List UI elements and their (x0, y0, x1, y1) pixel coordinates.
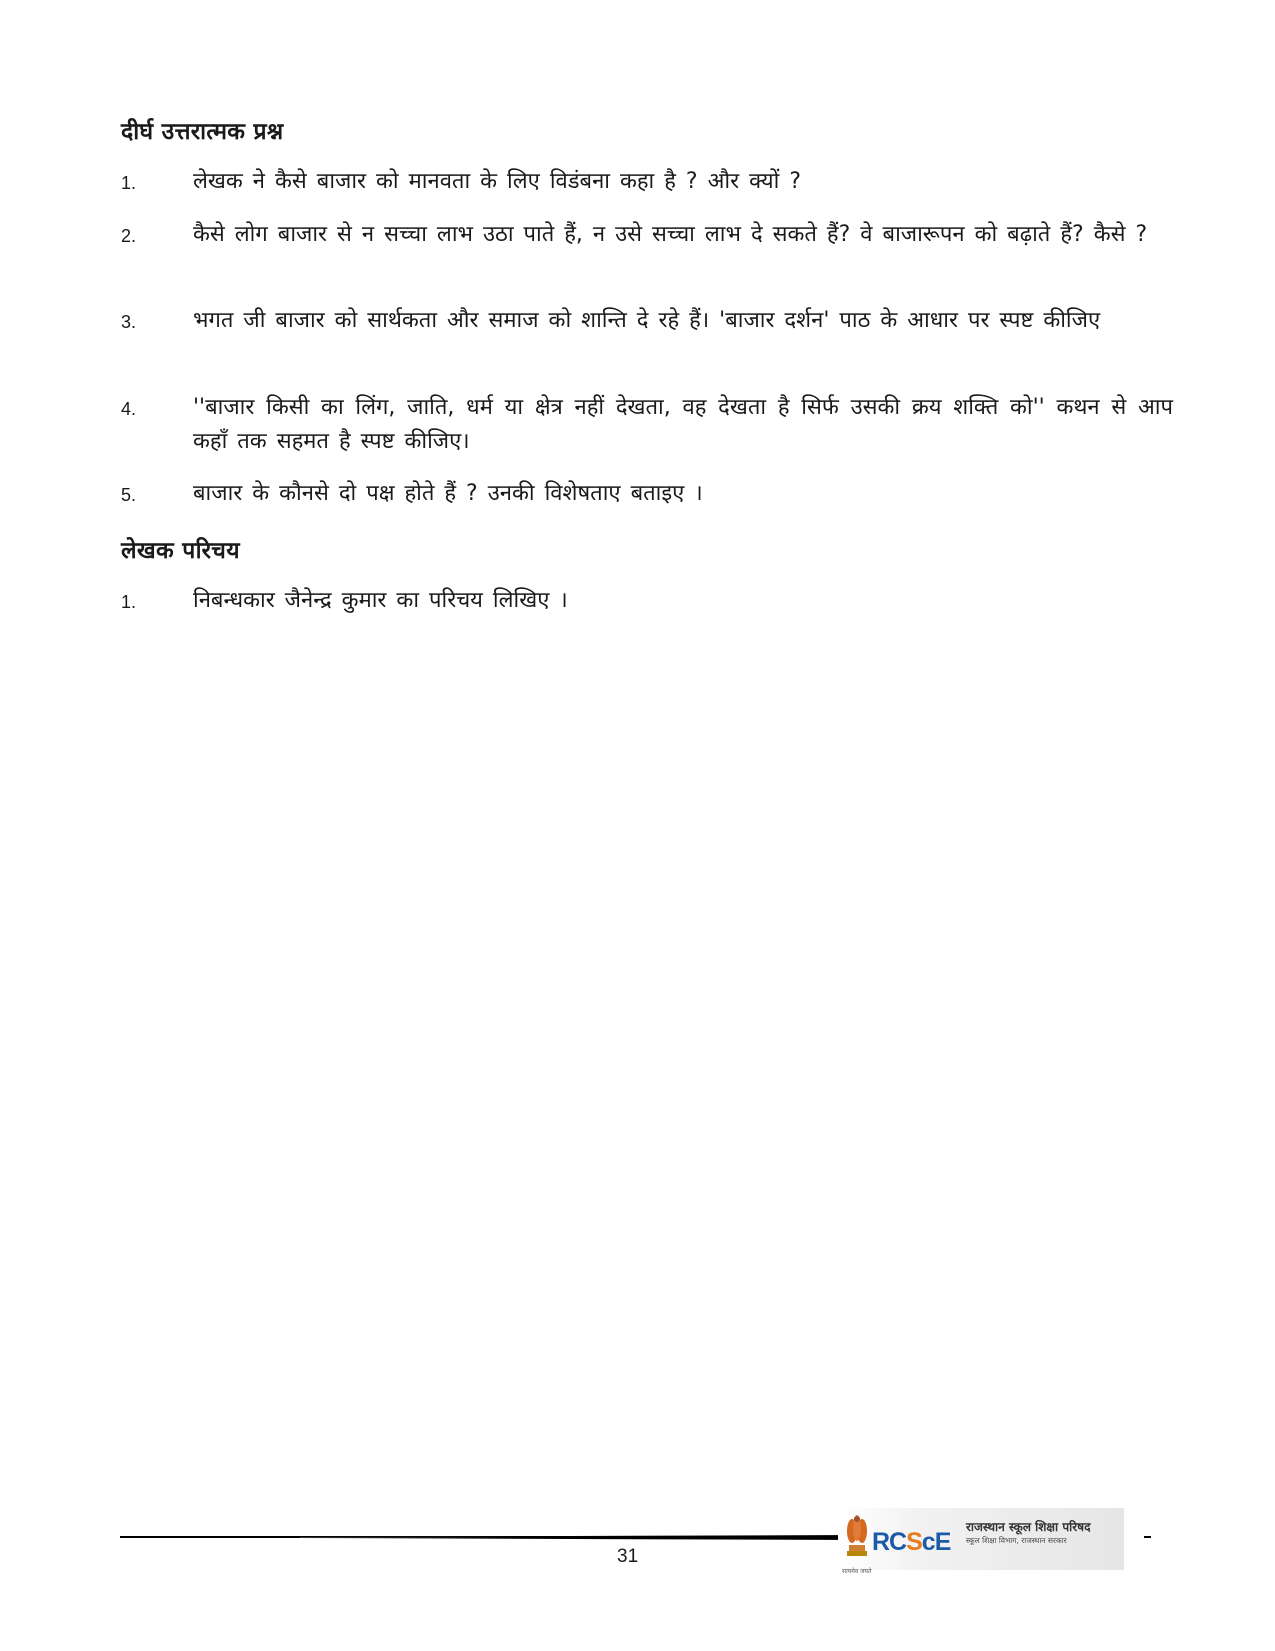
item-number: 5. (121, 485, 137, 505)
item-text: ''बाजार किसी का लिंग, जाति, धर्म या क्षेत्र नहीं देखता, वह देखता है सिर्फ उसकी क्रय शक्ति को'' कथन से आप कहाँ तक सहमत है स्पष्ट कीजिए। (193, 395, 1173, 454)
logo-org-subtitle: स्कूल शिक्षा विभाग, राजस्थान सरकार (966, 1536, 1067, 1545)
logo-org-name: राजस्थान स्कूल शिक्षा परिषद (966, 1520, 1091, 1534)
item-number: 1. (121, 173, 137, 193)
item-text: बाजार के कौनसे दो पक्ष होते हैं ? उनकी विशेषताए बताइए । (193, 481, 703, 506)
item-text: कैसे लोग बाजार से न सच्चा लाभ उठा पाते हैं, न उसे सच्चा लाभ दे सकते हैं? वे बाजारूपन को बढ़ाते हैं? कैसे ? (193, 222, 1148, 247)
item-number: 1. (121, 592, 137, 612)
rcsce-logo-text: RCScE (872, 1528, 951, 1556)
item-number: 4. (121, 399, 137, 419)
footer-dash (1144, 1536, 1151, 1538)
section-heading-author-intro: लेखक परिचय (121, 538, 240, 564)
item-text: निबन्धकार जैनेन्द्र कुमार का परिचय लिखिए । (193, 588, 568, 613)
page-number: 31 (617, 1546, 639, 1567)
state-emblem-icon (844, 1511, 870, 1565)
item-text: लेखक ने कैसे बाजार को मानवता के लिए विडंबना कहा है ? और क्यों ? (193, 169, 801, 194)
item-number: 3. (121, 312, 137, 332)
emblem-motto: सत्यमेव जयते (842, 1568, 872, 1575)
item-text: भगत जी बाजार को सार्थकता और समाज को शान्ति दे रहे हैं। 'बाजार दर्शन' पाठ के आधार पर स्पष्ट कीजिए (193, 308, 1101, 333)
section-heading-long-answer: दीर्घ उत्तरात्मक प्रश्न (121, 119, 284, 145)
item-number: 2. (121, 226, 137, 246)
